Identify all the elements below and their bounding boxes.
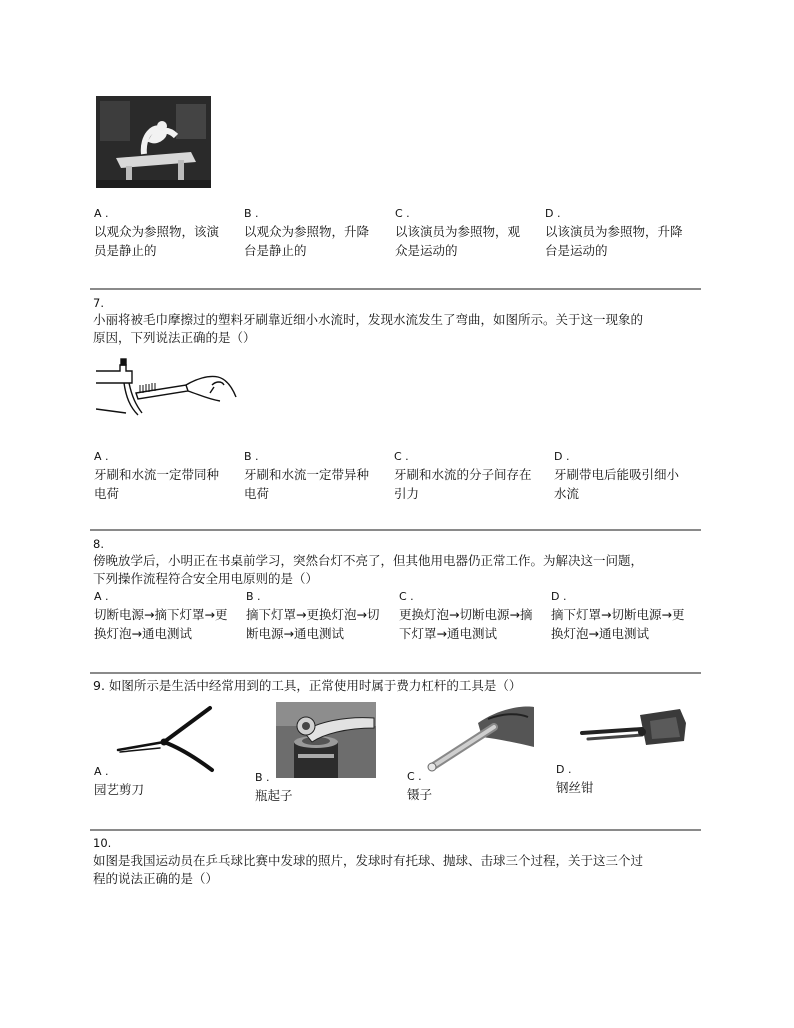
q10-number: 10. bbox=[93, 836, 112, 850]
q9-option-c[interactable]: C . 镊子 bbox=[407, 770, 433, 802]
q7-stem-line-2: 原因，下列说法正确的是（） bbox=[93, 330, 256, 345]
q7-stem-line-1: 小丽将被毛巾摩擦过的塑料牙刷靠近细小水流时，发现水流发生了弯曲，如图所示。关于这一现象的 bbox=[93, 312, 644, 327]
divider bbox=[90, 288, 701, 290]
option-label: A . bbox=[94, 590, 109, 603]
option-label: D . bbox=[554, 450, 570, 463]
q8-option-b[interactable]: B . 摘下灯罩→更换灯泡→切 断电源→通电测试 bbox=[246, 590, 380, 641]
option-label: B . bbox=[244, 450, 259, 463]
q6-option-c[interactable]: C . 以该演员为参照物，观 众是运动的 bbox=[395, 207, 521, 258]
q7-option-b[interactable]: B . 牙刷和水流一定带异种 电荷 bbox=[244, 450, 370, 501]
q9-figure-wire-pliers-photo bbox=[580, 707, 688, 755]
option-label: B . bbox=[255, 771, 270, 784]
option-label: D . bbox=[545, 207, 561, 220]
option-label: C . bbox=[399, 590, 414, 603]
q9-stem: 9. 如图所示是生活中经常用到的工具，正常使用时属于费力杠杆的工具是（） bbox=[93, 678, 522, 693]
q7-option-c[interactable]: C . 牙刷和水流的分子间存在 引力 bbox=[394, 450, 532, 501]
q9-figure-tweezers-photo bbox=[418, 703, 536, 773]
q8-option-d[interactable]: D . 摘下灯罩→切断电源→更 换灯泡→通电测试 bbox=[551, 590, 685, 641]
q6-option-d[interactable]: D . 以该演员为参照物，升降 台是运动的 bbox=[545, 207, 683, 258]
q9-option-d[interactable]: D . 钢丝钳 bbox=[556, 763, 594, 795]
q8-option-a[interactable]: A . 切断电源→摘下灯罩→更 换灯泡→通电测试 bbox=[94, 590, 228, 641]
option-label: C . bbox=[395, 207, 410, 220]
q9-option-b[interactable]: B . 瓶起子 bbox=[255, 771, 293, 803]
option-label: B . bbox=[246, 590, 261, 603]
q9-option-a[interactable]: A . 园艺剪刀 bbox=[94, 765, 145, 797]
q6-figure-stage-photo bbox=[96, 96, 211, 188]
option-label: A . bbox=[94, 207, 109, 220]
q6-option-a[interactable]: A . 以观众为参照物，该演 员是静止的 bbox=[94, 207, 220, 258]
q7-number: 7. bbox=[93, 296, 104, 310]
option-label: D . bbox=[551, 590, 567, 603]
q8-number: 8. bbox=[93, 537, 104, 551]
q7-option-a[interactable]: A . 牙刷和水流一定带同种 电荷 bbox=[94, 450, 220, 501]
option-label: C . bbox=[407, 770, 422, 783]
option-label: A . bbox=[94, 765, 109, 778]
option-label: A . bbox=[94, 450, 109, 463]
q9-figure-bottle-opener-photo bbox=[276, 702, 376, 778]
q7-figure-toothbrush-water bbox=[96, 357, 240, 427]
option-label: B . bbox=[244, 207, 259, 220]
q8-stem-line-2: 下列操作流程符合安全用电原则的是（） bbox=[93, 571, 319, 586]
q6-option-b[interactable]: B . 以观众为参照物，升降 台是静止的 bbox=[244, 207, 370, 258]
divider bbox=[90, 672, 701, 674]
q10-stem-line-2: 程的说法正确的是（） bbox=[93, 871, 219, 886]
divider bbox=[90, 529, 701, 531]
q10-stem-line-1: 如图是我国运动员在乒乓球比赛中发球的照片，发球时有托球、抛球、击球三个过程，关于这三个过 bbox=[93, 853, 644, 868]
q8-stem-line-1: 傍晚放学后，小明正在书桌前学习，突然台灯不亮了，但其他用电器仍正常工作。为解决这一问题， bbox=[93, 553, 644, 568]
divider bbox=[90, 829, 701, 831]
q8-option-c[interactable]: C . 更换灯泡→切断电源→摘 下灯罩→通电测试 bbox=[399, 590, 533, 641]
option-label: C . bbox=[394, 450, 409, 463]
q7-option-d[interactable]: D . 牙刷带电后能吸引细小 水流 bbox=[554, 450, 680, 501]
option-label: D . bbox=[556, 763, 572, 776]
